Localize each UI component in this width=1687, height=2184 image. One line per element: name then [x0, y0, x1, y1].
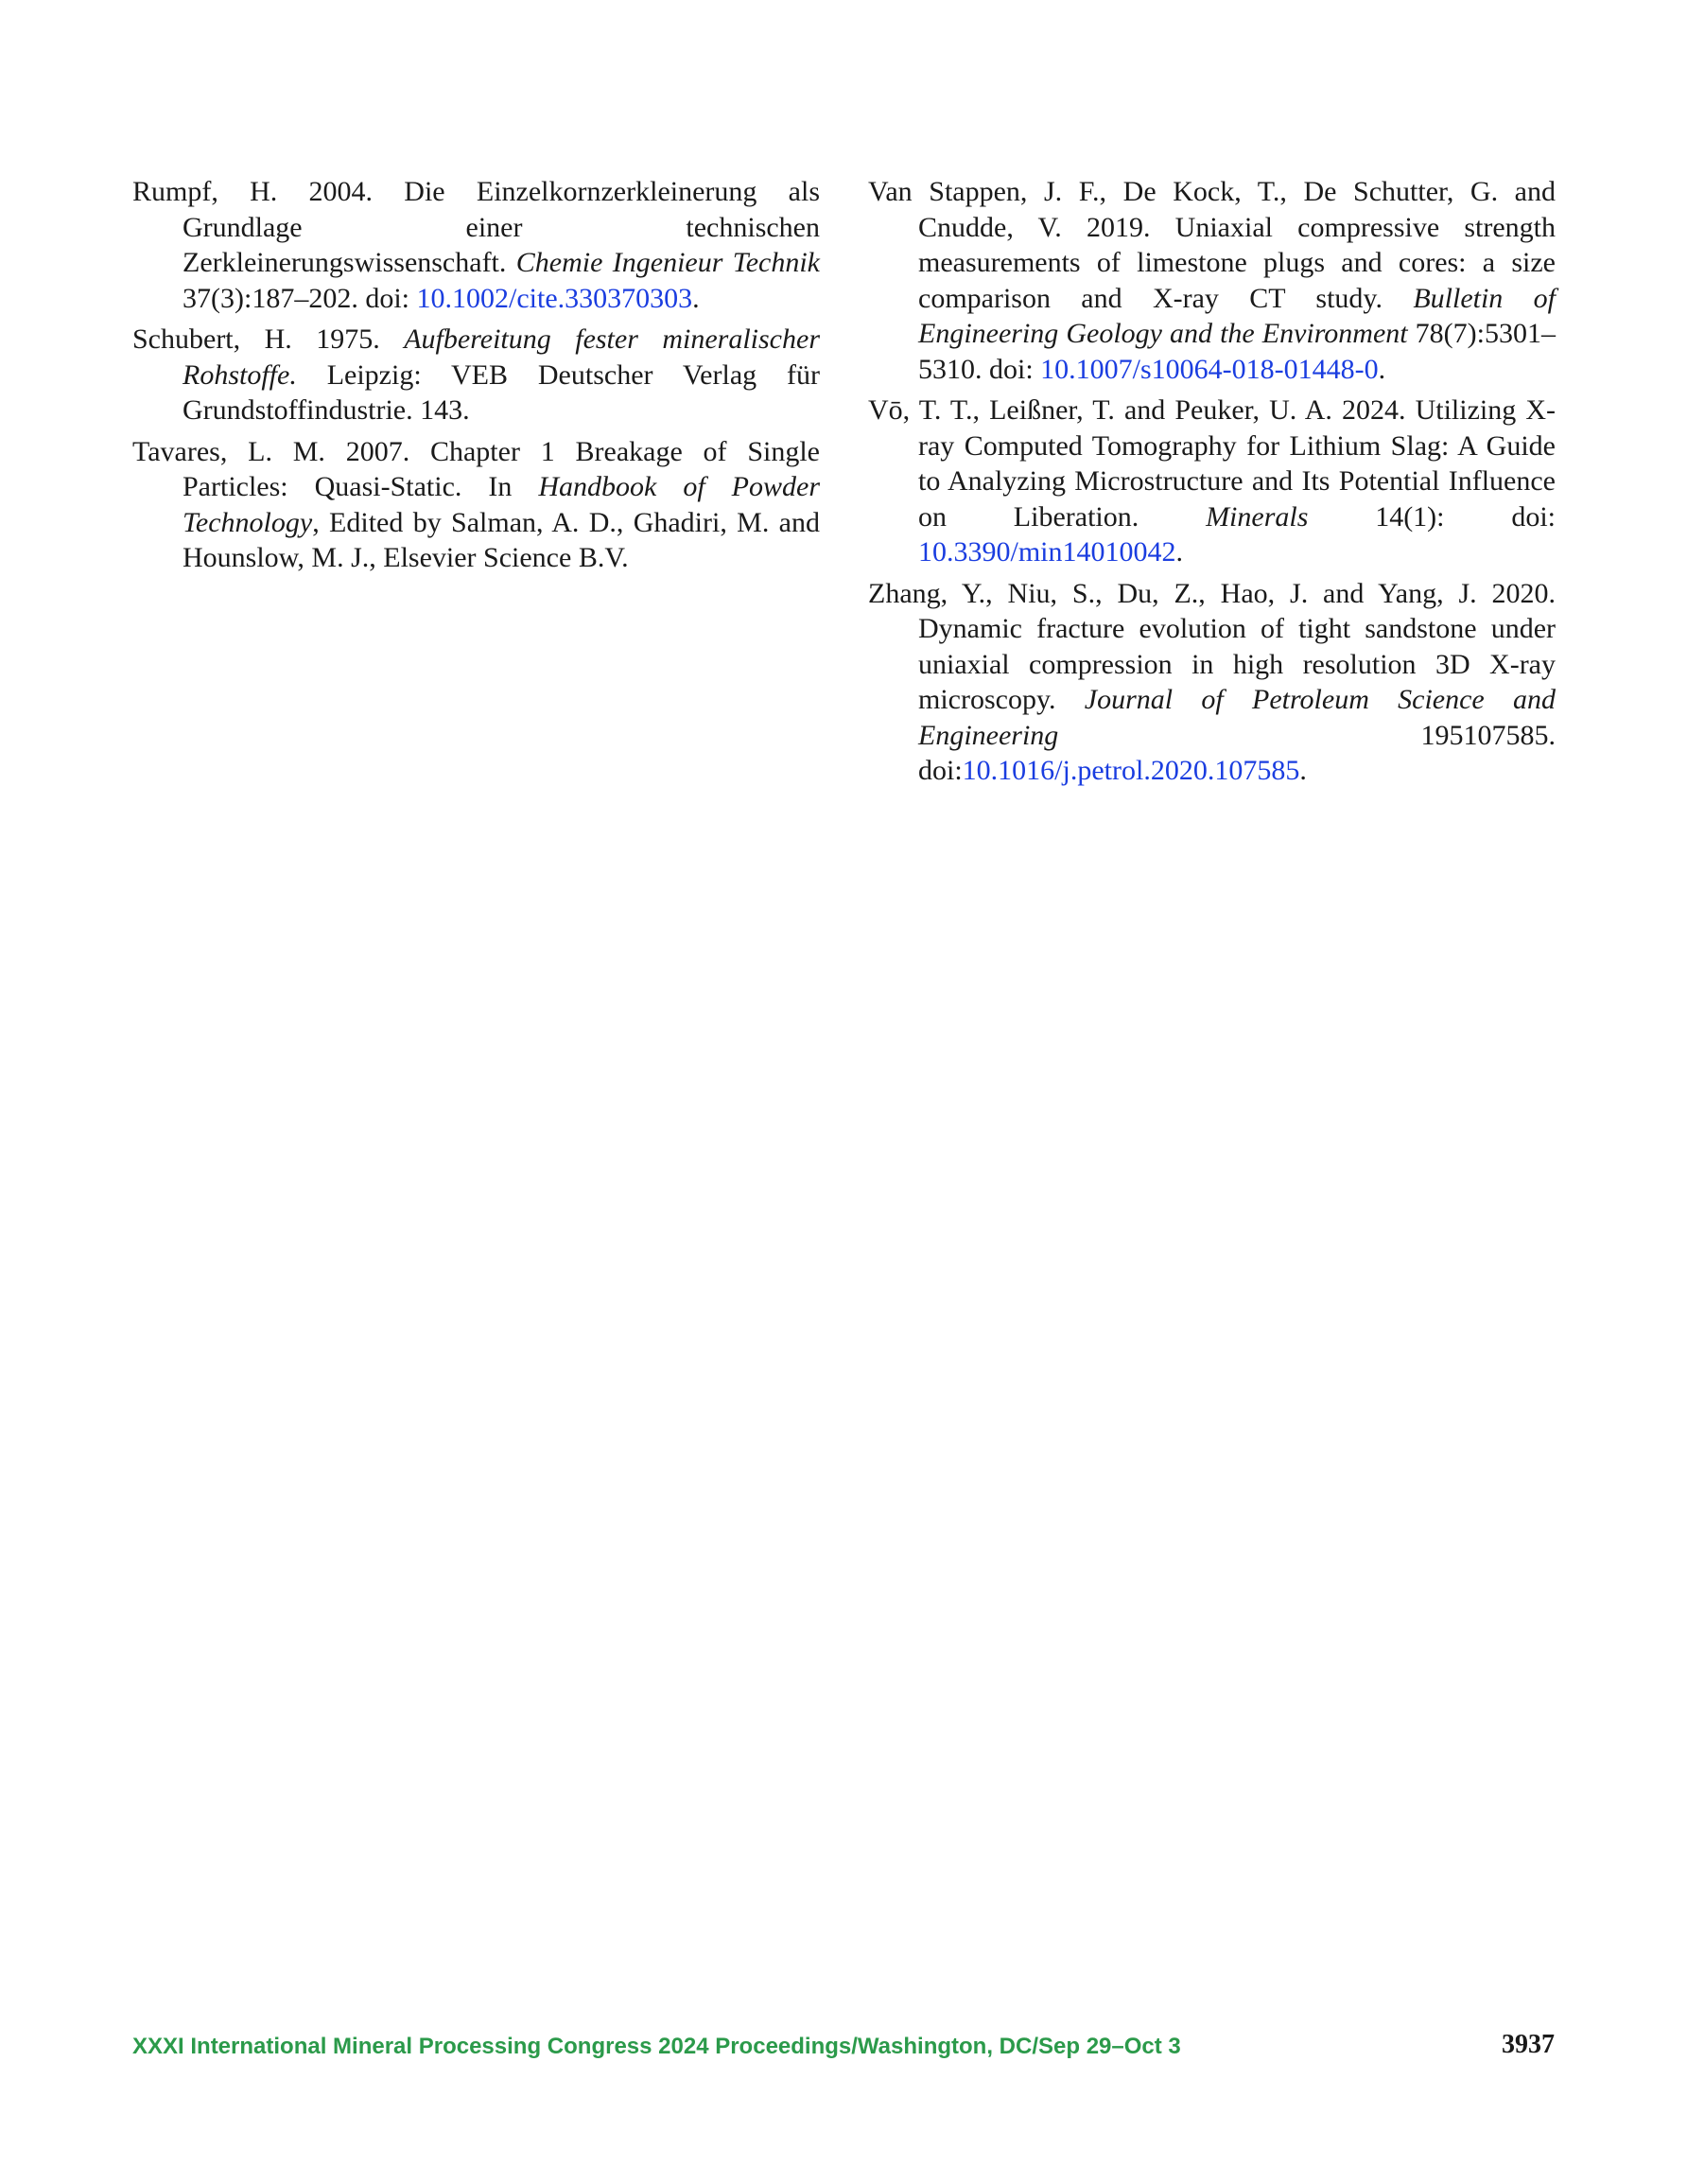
reference-entry: [868, 393, 1556, 570]
reference-text: 37(3):187–202. doi:: [183, 282, 417, 314]
reference-journal: Chemie Ingenieur Technik: [515, 247, 820, 278]
reference-text: .: [1378, 353, 1386, 385]
reference-entry: [132, 322, 820, 428]
doi-link[interactable]: 10.1002/cite.330370303: [416, 282, 693, 314]
references-column-left: [132, 174, 820, 582]
doi-link[interactable]: 10.3390/min14010042: [918, 536, 1176, 568]
reference-text: Leipzig: VEB Deutscher Verlag für Grundstoffindustrie. 143.: [183, 358, 820, 426]
reference-text: , Edited by Salman, A. D., Ghadiri, M. and Hounslow, M. J., Elsevier Science B.V.: [183, 506, 820, 573]
reference-entry: [132, 174, 820, 316]
footer-conference-title: XXXI International Mineral Processing Congress 2024 Proceedings/Washington, DC/Sep 29–Oct 3: [132, 2034, 1181, 2059]
reference-text: Rumpf, H. 2004. Die Einzelkornzerkleinerung als Grundlage einer technischen Zerkleinerungswissenschaft.: [132, 176, 820, 278]
reference-text: Van Stappen, J. F., De Kock, T., De Schutter, G. and Cnudde, V. 2019. Uniaxial compressive strength measurements of limestone plugs and cores: a size comparison and X-ray CT study.: [868, 176, 1556, 314]
reference-book-title: Handbook of Powder Technology: [183, 471, 820, 538]
reference-title: Aufbereitung fester mineralischer Rohstoffe.: [183, 323, 820, 391]
references-column-right: [868, 174, 1556, 795]
reference-text: Zhang, Y., Niu, S., Du, Z., Hao, J. and Yang, J. 2020. Dynamic fracture evolution of tight sandstone under uniaxial compression in high resolution 3D X-ray microscopy.: [868, 577, 1556, 715]
reference-text: .: [1175, 536, 1184, 568]
reference-entry: [868, 576, 1556, 789]
page-number: 3937: [1502, 2030, 1555, 2059]
reference-text: Vō, T. T., Leißner, T. and Peuker, U. A. 2024. Utilizing X-ray Computed Tomography for Lithium Slag: A Guide to Analyzing Microstructure and Its Potential Influence on Liberation.: [868, 394, 1556, 533]
reference-text: 14(1): doi:: [1308, 500, 1556, 533]
reference-text: Tavares, L. M. 2007. Chapter 1 Breakage of Single Particles: Quasi-Static. In: [132, 435, 820, 502]
reference-text: Schubert, H. 1975.: [132, 323, 405, 355]
reference-journal: Bulletin of Engineering Geology and the Environment: [918, 282, 1556, 349]
reference-entry: [868, 174, 1556, 387]
reference-text: 78(7):5301–5310. doi:: [918, 318, 1556, 385]
reference-journal: Minerals: [1206, 500, 1309, 533]
doi-link[interactable]: 10.1016/j.petrol.2020.107585: [962, 755, 1300, 786]
reference-text: .: [692, 282, 700, 314]
reference-entry: [132, 434, 820, 576]
reference-text: .: [1299, 755, 1307, 786]
reference-journal: Journal of Petroleum Science and Engineering: [918, 684, 1556, 751]
reference-text: 195107585. doi:: [918, 719, 1556, 786]
doi-link[interactable]: 10.1007/s10064-018-01448-0: [1040, 353, 1379, 385]
